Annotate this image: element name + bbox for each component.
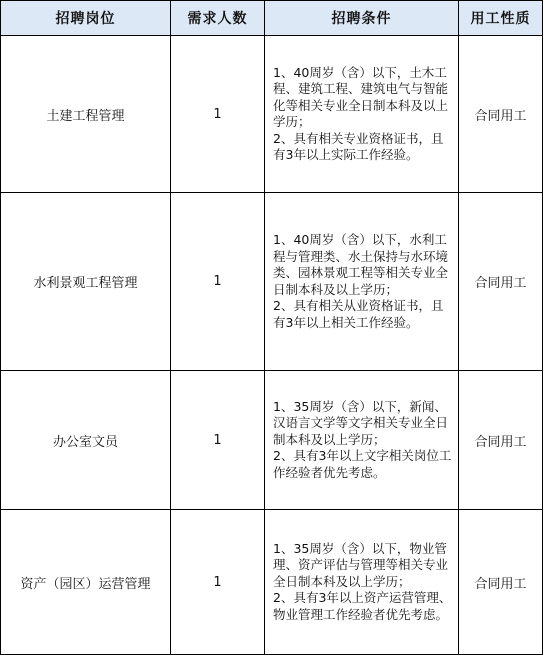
position-cell: 办公室文员 bbox=[1, 371, 171, 510]
employment-type-cell: 合同用工 bbox=[459, 510, 543, 655]
conditions-cell bbox=[265, 371, 459, 510]
condition-line: 2、具有相关从业资格证书，且有3年以上相关工作经验。 bbox=[273, 298, 444, 330]
condition-line: 2、具有3年以上文字相关岗位工作经验者优先考虑。 bbox=[273, 448, 452, 480]
table-row bbox=[1, 193, 543, 371]
count-cell: 1 bbox=[171, 510, 265, 655]
position-cell: 水利景观工程管理 bbox=[1, 193, 171, 371]
header-employment-type: 用工性质 bbox=[459, 1, 543, 36]
condition-line: 1、40周岁（含）以下，土木工程、建筑工程、建筑电气与智能化等相关专业全日制本科及以上学历； bbox=[273, 64, 449, 129]
header-position: 招聘岗位 bbox=[1, 1, 171, 36]
condition-line: 2、具有3年以上资产运营管理、物业管理工作经验者优先考虑。 bbox=[273, 590, 452, 622]
count-cell: 1 bbox=[171, 36, 265, 193]
count-cell: 1 bbox=[171, 193, 265, 371]
header-count: 需求人数 bbox=[171, 1, 265, 36]
employment-type-cell: 合同用工 bbox=[459, 371, 543, 510]
condition-line: 1、40周岁（含）以下，水利工程与管理类、水土保持与水环境类、园林景观工程等相关专业全日制本科及以上学历； bbox=[273, 232, 449, 297]
condition-line: 2、具有相关专业资格证书，且有3年以上实际工作经验。 bbox=[273, 130, 444, 162]
employment-type-cell: 合同用工 bbox=[459, 36, 543, 193]
header-conditions: 招聘条件 bbox=[265, 1, 459, 36]
conditions-cell bbox=[265, 510, 459, 655]
position-cell: 土建工程管理 bbox=[1, 36, 171, 193]
count-cell: 1 bbox=[171, 371, 265, 510]
conditions-cell bbox=[265, 36, 459, 193]
table-row bbox=[1, 36, 543, 193]
conditions-cell bbox=[265, 193, 459, 371]
condition-line: 1、35周岁（含）以下，物业管理、资产评估与管理等相关专业全日制本科及以上学历； bbox=[273, 540, 449, 589]
position-cell: 资产（园区）运营管理 bbox=[1, 510, 171, 655]
table-row bbox=[1, 510, 543, 655]
table-header-row bbox=[1, 1, 543, 36]
condition-line: 1、35周岁（含）以下，新闻、汉语言文学等文字相关专业全日制本科及以上学历； bbox=[273, 398, 449, 447]
employment-type-cell: 合同用工 bbox=[459, 193, 543, 371]
table-row bbox=[1, 371, 543, 510]
